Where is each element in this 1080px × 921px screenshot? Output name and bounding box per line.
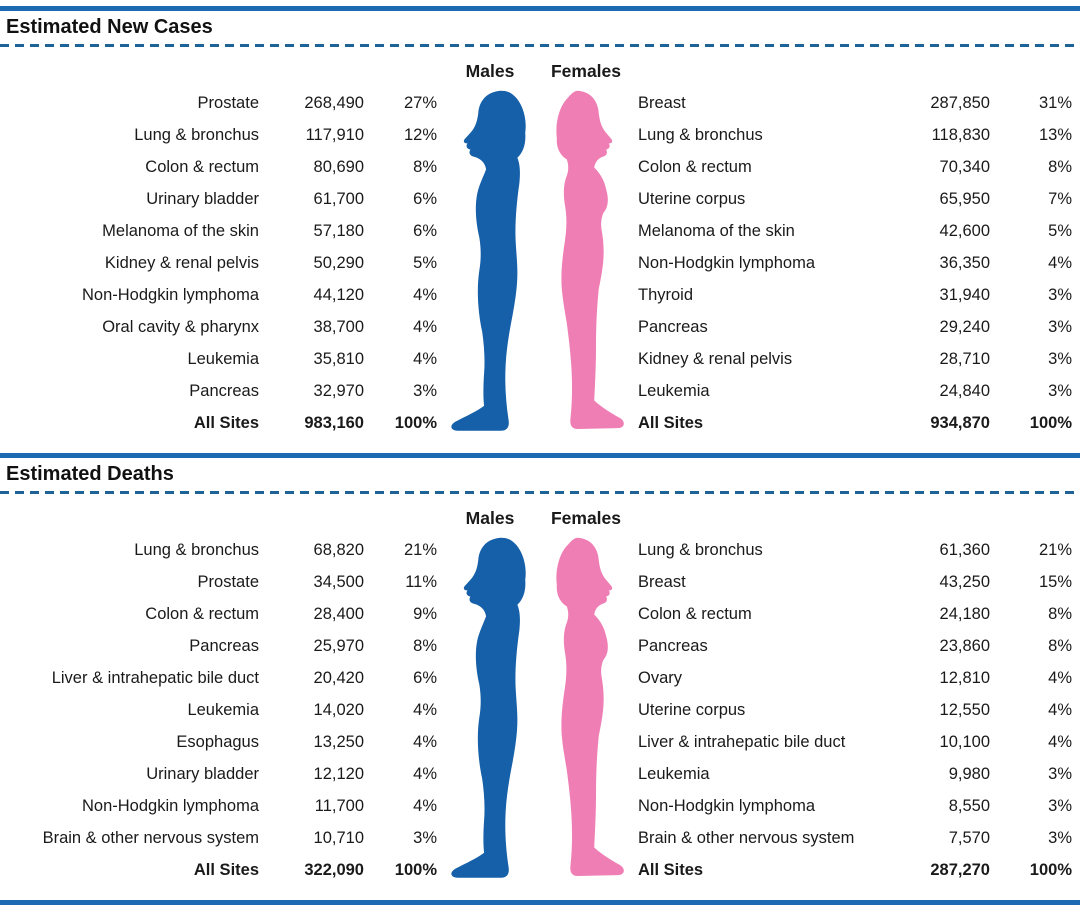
- percent-value: 21%: [1038, 540, 1072, 559]
- table-row: [0, 119, 440, 151]
- site-label: Pancreas: [638, 317, 708, 336]
- percent-value: 3%: [1048, 349, 1072, 368]
- site-label: Non-Hodgkin lymphoma: [638, 796, 815, 815]
- site-label: Melanoma of the skin: [638, 221, 795, 240]
- percent-value: 27%: [403, 93, 437, 112]
- percent-value: 3%: [1048, 285, 1072, 304]
- site-label: All Sites: [638, 860, 704, 879]
- count-value: 118,830: [931, 125, 990, 144]
- count-value: 983,160: [304, 413, 364, 432]
- table-row: [632, 534, 1080, 566]
- table-row: [0, 279, 440, 311]
- count-value: 7,570: [948, 828, 990, 847]
- count-value: 268,490: [304, 93, 364, 112]
- percent-value: 100%: [394, 860, 437, 879]
- count-value: 65,950: [939, 189, 990, 208]
- count-value: 8,550: [948, 796, 990, 815]
- count-value: 12,120: [313, 764, 364, 783]
- count-value: 80,690: [313, 157, 364, 176]
- count-value: 25,970: [313, 636, 364, 655]
- count-value: 14,020: [313, 700, 364, 719]
- table-row: [632, 311, 1080, 343]
- site-label: Pancreas: [189, 636, 259, 655]
- count-value: 10,100: [939, 732, 990, 751]
- table-row: [0, 662, 440, 694]
- count-value: 287,270: [930, 860, 990, 879]
- count-value: 934,870: [930, 413, 990, 432]
- site-label: Urinary bladder: [146, 764, 259, 783]
- percent-value: 15%: [1038, 572, 1072, 591]
- site-label: Non-Hodgkin lymphoma: [82, 285, 259, 304]
- count-value: 35,810: [313, 349, 364, 368]
- male-new-cases-table: [0, 87, 440, 439]
- count-value: 23,860: [939, 636, 990, 655]
- percent-value: 8%: [1048, 604, 1072, 623]
- females-header: Females: [550, 60, 622, 81]
- percent-value: 13%: [1038, 125, 1072, 144]
- count-value: 34,500: [313, 572, 364, 591]
- count-value: 12,810: [939, 668, 990, 687]
- site-label: All Sites: [193, 860, 259, 879]
- count-value: 24,180: [939, 604, 990, 623]
- percent-value: 3%: [413, 381, 437, 400]
- deaths-section: [0, 494, 1080, 900]
- site-label: Urinary bladder: [146, 189, 259, 208]
- site-label: Brain & other nervous system: [638, 828, 855, 847]
- table-row: [0, 598, 440, 630]
- table-row: [0, 151, 440, 183]
- site-label: Brain & other nervous system: [42, 828, 259, 847]
- count-value: 287,850: [930, 93, 990, 112]
- table-row: [632, 279, 1080, 311]
- site-label: Melanoma of the skin: [102, 221, 259, 240]
- site-label: Kidney & renal pelvis: [638, 349, 793, 368]
- percent-value: 8%: [1048, 157, 1072, 176]
- table-row: [632, 566, 1080, 598]
- percent-value: 6%: [413, 668, 437, 687]
- percent-value: 7%: [1048, 189, 1072, 208]
- percent-value: 6%: [413, 221, 437, 240]
- percent-value: 3%: [1048, 381, 1072, 400]
- count-value: 50,290: [313, 253, 364, 272]
- percent-value: 3%: [413, 828, 437, 847]
- female-deaths-table: [632, 534, 1080, 886]
- table-row: [0, 566, 440, 598]
- site-label: Prostate: [197, 93, 259, 112]
- table-row: [0, 87, 440, 119]
- count-value: 61,360: [939, 540, 990, 559]
- count-value: 31,940: [939, 285, 990, 304]
- percent-value: 100%: [1029, 860, 1072, 879]
- percent-value: 4%: [413, 796, 437, 815]
- count-value: 42,600: [939, 221, 990, 240]
- site-label: Colon & rectum: [638, 157, 752, 176]
- table-row: [632, 598, 1080, 630]
- site-label: Lung & bronchus: [638, 540, 763, 559]
- female-new-cases-table: [632, 87, 1080, 439]
- table-row: [632, 407, 1080, 439]
- percent-value: 21%: [403, 540, 437, 559]
- site-label: Non-Hodgkin lymphoma: [82, 796, 259, 815]
- table-row: [0, 247, 440, 279]
- table-row: [0, 343, 440, 375]
- male-silhouette-icon: [440, 87, 540, 439]
- count-value: 29,240: [939, 317, 990, 336]
- site-label: Ovary: [638, 668, 683, 687]
- count-value: 11,700: [314, 796, 364, 815]
- male-deaths-table: [0, 534, 440, 886]
- table-row: [632, 247, 1080, 279]
- count-value: 9,980: [948, 764, 990, 783]
- count-value: 10,710: [313, 828, 364, 847]
- count-value: 32,970: [313, 381, 364, 400]
- site-label: Leukemia: [187, 349, 259, 368]
- table-row: [632, 854, 1080, 886]
- table-row: [632, 726, 1080, 758]
- females-header: Females: [550, 507, 622, 528]
- count-value: 68,820: [313, 540, 364, 559]
- table-row: [0, 375, 440, 407]
- percent-value: 3%: [1048, 828, 1072, 847]
- percent-value: 3%: [1048, 764, 1072, 783]
- table-row: [0, 407, 440, 439]
- site-label: Colon & rectum: [145, 157, 259, 176]
- count-value: 61,700: [313, 189, 364, 208]
- count-value: 43,250: [939, 572, 990, 591]
- percent-value: 4%: [413, 285, 437, 304]
- table-row: [632, 822, 1080, 854]
- site-label: Oral cavity & pharynx: [102, 317, 259, 336]
- site-label: Liver & intrahepatic bile duct: [638, 732, 846, 751]
- female-silhouette-icon: [540, 534, 632, 886]
- site-label: Uterine corpus: [638, 700, 746, 719]
- site-label: Lung & bronchus: [134, 125, 259, 144]
- count-value: 24,840: [939, 381, 990, 400]
- table-row: [0, 534, 440, 566]
- site-label: Esophagus: [176, 732, 259, 751]
- bottom-rule: [0, 900, 1080, 905]
- percent-value: 4%: [413, 317, 437, 336]
- table-row: [0, 854, 440, 886]
- table-row: [0, 694, 440, 726]
- table-row: [0, 726, 440, 758]
- table-row: [632, 151, 1080, 183]
- percent-value: 4%: [1048, 700, 1072, 719]
- table-row: [632, 758, 1080, 790]
- table-row: [632, 662, 1080, 694]
- percent-value: 4%: [1048, 732, 1072, 751]
- percent-value: 31%: [1038, 93, 1072, 112]
- count-value: 70,340: [939, 157, 990, 176]
- site-label: Leukemia: [187, 700, 259, 719]
- site-label: Breast: [638, 93, 686, 112]
- table-row: [0, 758, 440, 790]
- table-row: [632, 119, 1080, 151]
- percent-value: 11%: [405, 572, 437, 591]
- site-label: Prostate: [197, 572, 259, 591]
- table-row: [0, 790, 440, 822]
- table-row: [632, 215, 1080, 247]
- table-row: [0, 630, 440, 662]
- site-label: Colon & rectum: [638, 604, 752, 623]
- site-label: Lung & bronchus: [638, 125, 763, 144]
- site-label: Uterine corpus: [638, 189, 746, 208]
- percent-value: 4%: [413, 349, 437, 368]
- site-label: Pancreas: [189, 381, 259, 400]
- percent-value: 4%: [1048, 668, 1072, 687]
- percent-value: 3%: [1048, 796, 1072, 815]
- males-header: Males: [465, 507, 515, 528]
- percent-value: 4%: [413, 732, 437, 751]
- percent-value: 12%: [403, 125, 437, 144]
- site-label: Pancreas: [638, 636, 708, 655]
- percent-value: 8%: [1048, 636, 1072, 655]
- table-row: [0, 822, 440, 854]
- site-label: Non-Hodgkin lymphoma: [638, 253, 815, 272]
- site-label: All Sites: [638, 413, 704, 432]
- table-row: [632, 630, 1080, 662]
- percent-value: 3%: [1048, 317, 1072, 336]
- percent-value: 4%: [413, 700, 437, 719]
- percent-value: 4%: [1048, 253, 1072, 272]
- site-label: Breast: [638, 572, 686, 591]
- site-label: Leukemia: [638, 381, 710, 400]
- percent-value: 5%: [413, 253, 437, 272]
- male-silhouette-icon: [440, 534, 540, 886]
- percent-value: 8%: [413, 636, 437, 655]
- count-value: 28,710: [939, 349, 990, 368]
- percent-value: 5%: [1048, 221, 1072, 240]
- count-value: 12,550: [939, 700, 990, 719]
- site-label: All Sites: [193, 413, 259, 432]
- site-label: Lung & bronchus: [134, 540, 259, 559]
- table-row: [632, 183, 1080, 215]
- table-row: [632, 790, 1080, 822]
- percent-value: 8%: [413, 157, 437, 176]
- site-label: Thyroid: [638, 285, 694, 304]
- site-label: Kidney & renal pelvis: [104, 253, 259, 272]
- deaths-title: Estimated Deaths: [6, 463, 174, 485]
- table-row: [632, 694, 1080, 726]
- table-row: [632, 343, 1080, 375]
- count-value: 38,700: [313, 317, 364, 336]
- percent-value: 6%: [413, 189, 437, 208]
- new-cases-title: Estimated New Cases: [6, 16, 213, 38]
- count-value: 322,090: [304, 860, 364, 879]
- percent-value: 9%: [413, 604, 437, 623]
- percent-value: 100%: [1029, 413, 1072, 432]
- percent-value: 100%: [394, 413, 437, 432]
- table-row: [0, 311, 440, 343]
- percent-value: 4%: [413, 764, 437, 783]
- count-value: 36,350: [939, 253, 990, 272]
- site-label: Liver & intrahepatic bile duct: [51, 668, 259, 687]
- count-value: 117,910: [305, 125, 364, 144]
- males-header: Males: [465, 60, 515, 81]
- table-row: [0, 183, 440, 215]
- count-value: 13,250: [313, 732, 364, 751]
- count-value: 28,400: [313, 604, 364, 623]
- count-value: 44,120: [313, 285, 364, 304]
- table-row: [0, 215, 440, 247]
- count-value: 20,420: [313, 668, 364, 687]
- new-cases-section: [0, 47, 1080, 453]
- table-row: [632, 87, 1080, 119]
- count-value: 57,180: [313, 221, 364, 240]
- female-silhouette-icon: [540, 87, 632, 439]
- site-label: Colon & rectum: [145, 604, 259, 623]
- site-label: Leukemia: [638, 764, 710, 783]
- table-row: [632, 375, 1080, 407]
